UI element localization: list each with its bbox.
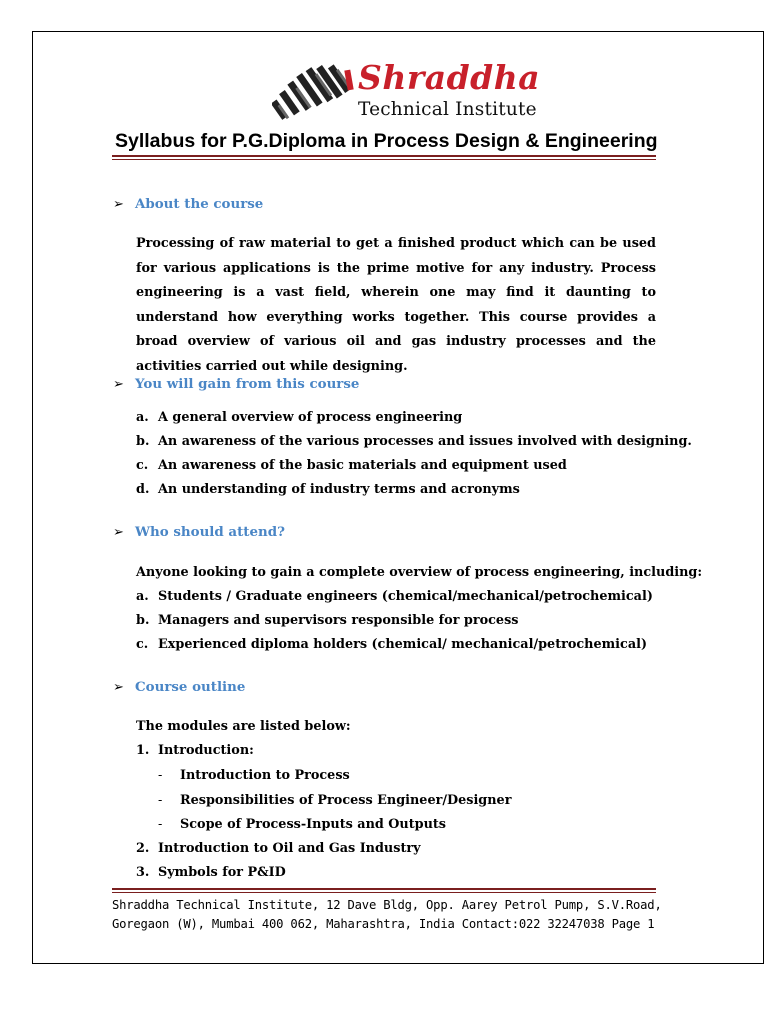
footer-contact-line: Goregaon (W), Mumbai 400 062, Maharashtra, India Contact:022 32247038 Page 1 xyxy=(112,917,655,931)
section-heading-gain xyxy=(113,376,359,392)
list-item: c. Experienced diploma holders (chemical/ mechanical/petrochemical) xyxy=(136,637,648,652)
section-heading-attend xyxy=(113,524,285,540)
list-item: d. An understanding of industry terms and acronyms xyxy=(136,482,520,497)
logo-name: Shraddha xyxy=(358,58,541,97)
page-frame-right xyxy=(763,31,764,964)
module-subitem: - Responsibilities of Process Engineer/Designer xyxy=(158,793,512,808)
footer-rule-bottom xyxy=(112,892,656,893)
module-item: 3. Symbols for P&ID xyxy=(136,865,286,880)
heading-text: Course outline xyxy=(135,679,246,695)
heading-text: Who should attend? xyxy=(135,524,285,540)
module-subitem: - Scope of Process-Inputs and Outputs xyxy=(158,817,447,832)
arrow-bullet-icon: ➢ xyxy=(113,377,124,392)
heading-text: About the course xyxy=(135,196,264,212)
about-paragraph: Processing of raw material to get a finished product which can be used for various applications is the prime motive for any industry. Process engineering is a vast field, wherein one may find it daunting to understand how everything works together. This course provides a broad overview of various oil and gas industry processes and the activities carried out while designing. xyxy=(136,236,656,374)
heading-text: You will gain from this course xyxy=(135,376,360,392)
arrow-bullet-icon: ➢ xyxy=(113,680,124,695)
title-rule-top xyxy=(112,155,656,157)
arrow-bullet-icon: ➢ xyxy=(113,525,124,540)
module-subitem: - Introduction to Process xyxy=(158,768,350,783)
page-title: Syllabus for P.G.Diploma in Process Design & Engineering xyxy=(115,130,658,152)
section-heading-about xyxy=(113,196,263,212)
list-item: b. Managers and supervisors responsible for process xyxy=(136,613,519,628)
footer-rule-top xyxy=(112,888,656,890)
module-item: 1. Introduction: xyxy=(136,743,254,758)
logo-subtitle: Technical Institute xyxy=(358,99,537,120)
footer-address-line: Shraddha Technical Institute, 12 Dave Bldg, Opp. Aarey Petrol Pump, S.V.Road, xyxy=(112,898,662,912)
list-item: a. A general overview of process engineering xyxy=(136,410,463,425)
list-item: c. An awareness of the basic materials and equipment used xyxy=(136,458,567,473)
page-frame-bottom xyxy=(32,963,764,964)
logo-graphic-icon xyxy=(272,60,358,124)
module-item: 2. Introduction to Oil and Gas Industry xyxy=(136,841,421,856)
title-rule-bottom xyxy=(112,159,656,160)
outline-intro: The modules are listed below: xyxy=(136,719,351,734)
list-item: b. An awareness of the various processes and issues involved with designing. xyxy=(136,434,692,449)
arrow-bullet-icon: ➢ xyxy=(113,197,124,212)
attend-intro: Anyone looking to gain a complete overview of process engineering, including: xyxy=(136,565,703,580)
section-heading-outline xyxy=(113,679,245,695)
list-item: a. Students / Graduate engineers (chemical/mechanical/petrochemical) xyxy=(136,589,653,604)
